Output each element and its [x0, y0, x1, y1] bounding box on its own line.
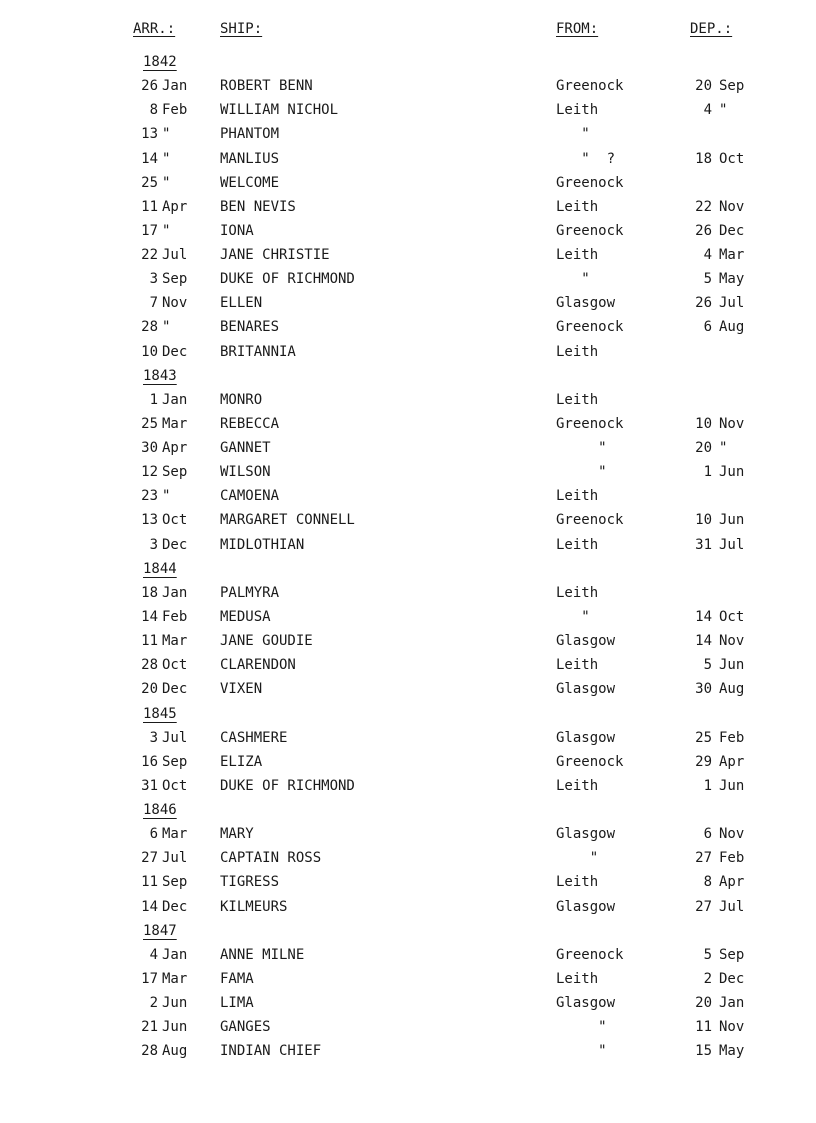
- arrival-day: 25: [141, 175, 158, 191]
- table-row: [0, 752, 816, 772]
- departure-port: " ?: [556, 151, 616, 167]
- ship-name: PALMYRA: [220, 585, 280, 601]
- arrival-day: 17: [141, 223, 158, 239]
- header-from: FROM:: [556, 21, 599, 37]
- departure-day: 27: [695, 899, 712, 915]
- table-row: [0, 897, 816, 917]
- table-row: [0, 969, 816, 989]
- departure-month: May: [719, 271, 745, 287]
- departure-port: ": [556, 126, 590, 142]
- arrival-day: 4: [149, 947, 158, 963]
- departure-month: Aug: [719, 319, 745, 335]
- departure-month: Dec: [719, 971, 745, 987]
- departure-port: Greenock: [556, 754, 624, 770]
- departure-port: Glasgow: [556, 826, 616, 842]
- table-row: [0, 1017, 816, 1037]
- departure-port: ": [556, 609, 590, 625]
- departure-port: Leith: [556, 778, 599, 794]
- arrival-month: Oct: [162, 657, 188, 673]
- departure-port: ": [556, 440, 607, 456]
- arrival-month: Jan: [162, 78, 188, 94]
- departure-day: 14: [695, 609, 712, 625]
- departure-day: 15: [695, 1043, 712, 1059]
- ship-name: PHANTOM: [220, 126, 280, 142]
- departure-month: Feb: [719, 850, 745, 866]
- table-row: [0, 245, 816, 265]
- ship-name: GANGES: [220, 1019, 271, 1035]
- departure-port: Leith: [556, 199, 599, 215]
- arrival-day: 28: [141, 1043, 158, 1059]
- departure-day: 5: [703, 947, 712, 963]
- arrival-day: 14: [141, 151, 158, 167]
- arrival-day: 1: [149, 392, 158, 408]
- arrival-month: Apr: [162, 199, 188, 215]
- departure-month: Aug: [719, 681, 745, 697]
- arrival-day: 7: [149, 295, 158, 311]
- ship-name: VIXEN: [220, 681, 263, 697]
- table-row: [0, 583, 816, 603]
- arrival-month: Nov: [162, 295, 188, 311]
- departure-port: Glasgow: [556, 295, 616, 311]
- arrival-month: Sep: [162, 271, 188, 287]
- arrival-day: 20: [141, 681, 158, 697]
- ship-name: MIDLOTHIAN: [220, 537, 305, 553]
- arrival-month: Mar: [162, 633, 188, 649]
- arrival-day: 12: [141, 464, 158, 480]
- ship-name: DUKE OF RICHMOND: [220, 778, 355, 794]
- departure-month: Sep: [719, 78, 745, 94]
- arrival-month: Oct: [162, 512, 188, 528]
- arrival-day: 14: [141, 609, 158, 625]
- departure-port: Leith: [556, 971, 599, 987]
- departure-port: ": [556, 1043, 607, 1059]
- arrival-day: 18: [141, 585, 158, 601]
- table-row: [0, 824, 816, 844]
- table-row: [0, 149, 816, 169]
- table-row: [0, 655, 816, 675]
- departure-month: Apr: [719, 874, 745, 890]
- departure-month: Nov: [719, 199, 745, 215]
- arrival-month: Sep: [162, 464, 188, 480]
- departure-day: 8: [703, 874, 712, 890]
- ship-name: JANE CHRISTIE: [220, 247, 330, 263]
- ship-name: FAMA: [220, 971, 254, 987]
- departure-port: Glasgow: [556, 899, 616, 915]
- arrival-month: Jul: [162, 730, 188, 746]
- departure-month: Apr: [719, 754, 745, 770]
- arrival-day: 23: [141, 488, 158, 504]
- arrival-month: ": [162, 151, 171, 167]
- departure-port: Greenock: [556, 512, 624, 528]
- ship-name: ELLEN: [220, 295, 263, 311]
- arrival-day: 28: [141, 657, 158, 673]
- ship-name: ANNE MILNE: [220, 947, 305, 963]
- ship-name: MARY: [220, 826, 254, 842]
- departure-port: ": [556, 850, 599, 866]
- ship-name: REBECCA: [220, 416, 280, 432]
- ship-name: BRITANNIA: [220, 344, 296, 360]
- arrival-month: ": [162, 223, 171, 239]
- departure-month: May: [719, 1043, 745, 1059]
- departure-port: Leith: [556, 344, 599, 360]
- table-row: [0, 993, 816, 1013]
- departure-day: 22: [695, 199, 712, 215]
- departure-month: Sep: [719, 947, 745, 963]
- departure-day: 25: [695, 730, 712, 746]
- departure-day: 1: [703, 464, 712, 480]
- arrival-month: Dec: [162, 899, 188, 915]
- ship-name: ROBERT BENN: [220, 78, 313, 94]
- year-heading-row: [0, 366, 816, 386]
- table-row: [0, 317, 816, 337]
- arrival-month: Jan: [162, 392, 188, 408]
- ship-name: BEN NEVIS: [220, 199, 296, 215]
- departure-month: Jan: [719, 995, 745, 1011]
- departure-day: 5: [703, 271, 712, 287]
- arrival-day: 6: [149, 826, 158, 842]
- departure-port: Glasgow: [556, 633, 616, 649]
- arrival-month: Sep: [162, 754, 188, 770]
- arrival-month: Jan: [162, 947, 188, 963]
- departure-month: Mar: [719, 247, 745, 263]
- header-arr: ARR.:: [133, 21, 176, 37]
- year-heading: 1843: [143, 368, 177, 384]
- header-ship: SHIP:: [220, 21, 263, 37]
- departure-port: Greenock: [556, 947, 624, 963]
- table-row: [0, 510, 816, 530]
- ship-name: MARGARET CONNELL: [220, 512, 355, 528]
- arrival-day: 11: [141, 199, 158, 215]
- departure-day: 10: [695, 512, 712, 528]
- departure-port: ": [556, 1019, 607, 1035]
- year-heading: 1842: [143, 54, 177, 70]
- departure-day: 5: [703, 657, 712, 673]
- departure-day: 27: [695, 850, 712, 866]
- year-heading: 1847: [143, 923, 177, 939]
- table-row: [0, 462, 816, 482]
- ship-name: JANE GOUDIE: [220, 633, 313, 649]
- ship-name: ELIZA: [220, 754, 263, 770]
- departure-month: Jun: [719, 464, 745, 480]
- year-heading-row: [0, 704, 816, 724]
- table-row: [0, 269, 816, 289]
- departure-port: ": [556, 271, 590, 287]
- departure-port: ": [556, 464, 607, 480]
- ship-name: WELCOME: [220, 175, 280, 191]
- year-heading: 1845: [143, 706, 177, 722]
- ship-name: MANLIUS: [220, 151, 280, 167]
- table-row: [0, 124, 816, 144]
- arrival-day: 26: [141, 78, 158, 94]
- departure-port: Leith: [556, 392, 599, 408]
- arrival-month: Jun: [162, 1019, 188, 1035]
- departure-month: Nov: [719, 826, 745, 842]
- departure-day: 29: [695, 754, 712, 770]
- ship-name: MEDUSA: [220, 609, 271, 625]
- table-row: [0, 848, 816, 868]
- arrival-day: 13: [141, 512, 158, 528]
- departure-port: Glasgow: [556, 995, 616, 1011]
- departure-port: Greenock: [556, 223, 624, 239]
- table-row: [0, 1041, 816, 1061]
- table-row: [0, 631, 816, 651]
- departure-month: Feb: [719, 730, 745, 746]
- table-row: [0, 486, 816, 506]
- table-row: [0, 197, 816, 217]
- departure-port: Leith: [556, 102, 599, 118]
- year-heading-row: [0, 800, 816, 820]
- departure-port: Leith: [556, 488, 599, 504]
- arrival-month: Jul: [162, 850, 188, 866]
- arrival-day: 11: [141, 633, 158, 649]
- table-row: [0, 221, 816, 241]
- departure-month: Nov: [719, 416, 745, 432]
- arrival-day: 22: [141, 247, 158, 263]
- ship-name: KILMEURS: [220, 899, 288, 915]
- year-heading-row: [0, 52, 816, 72]
- year-heading: 1846: [143, 802, 177, 818]
- departure-day: 20: [695, 78, 712, 94]
- ship-name: INDIAN CHIEF: [220, 1043, 322, 1059]
- table-row: [0, 776, 816, 796]
- departure-port: Greenock: [556, 416, 624, 432]
- arrival-day: 16: [141, 754, 158, 770]
- arrival-month: Aug: [162, 1043, 188, 1059]
- arrival-day: 30: [141, 440, 158, 456]
- arrival-day: 14: [141, 899, 158, 915]
- year-heading-row: [0, 921, 816, 941]
- arrival-day: 3: [149, 271, 158, 287]
- departure-port: Leith: [556, 585, 599, 601]
- table-row: [0, 945, 816, 965]
- departure-month: Jun: [719, 778, 745, 794]
- departure-month: Oct: [719, 609, 745, 625]
- arrival-day: 27: [141, 850, 158, 866]
- departure-day: 1: [703, 778, 712, 794]
- ship-name: LIMA: [220, 995, 254, 1011]
- arrival-month: Dec: [162, 537, 188, 553]
- departure-month: Jul: [719, 899, 745, 915]
- table-row: [0, 438, 816, 458]
- table-row: [0, 293, 816, 313]
- departure-port: Greenock: [556, 319, 624, 335]
- departure-day: 4: [703, 247, 712, 263]
- departure-month: ": [719, 440, 728, 456]
- ship-name: WILSON: [220, 464, 271, 480]
- departure-port: Glasgow: [556, 681, 616, 697]
- departure-day: 10: [695, 416, 712, 432]
- departure-port: Leith: [556, 874, 599, 890]
- arrival-month: Mar: [162, 826, 188, 842]
- departure-day: 14: [695, 633, 712, 649]
- departure-month: ": [719, 102, 728, 118]
- table-row: [0, 390, 816, 410]
- ship-name: DUKE OF RICHMOND: [220, 271, 355, 287]
- departure-day: 18: [695, 151, 712, 167]
- arrival-month: ": [162, 488, 171, 504]
- departure-port: Leith: [556, 657, 599, 673]
- arrival-day: 3: [149, 537, 158, 553]
- arrival-day: 8: [149, 102, 158, 118]
- departure-month: Nov: [719, 1019, 745, 1035]
- arrival-day: 28: [141, 319, 158, 335]
- arrival-month: Feb: [162, 102, 188, 118]
- arrival-day: 13: [141, 126, 158, 142]
- arrival-day: 10: [141, 344, 158, 360]
- departure-port: Leith: [556, 537, 599, 553]
- departure-day: 26: [695, 295, 712, 311]
- departure-month: Oct: [719, 151, 745, 167]
- departure-month: Dec: [719, 223, 745, 239]
- ship-name: BENARES: [220, 319, 280, 335]
- departure-port: Glasgow: [556, 730, 616, 746]
- departure-day: 6: [703, 826, 712, 842]
- arrival-month: Oct: [162, 778, 188, 794]
- departure-port: Leith: [556, 247, 599, 263]
- ship-name: GANNET: [220, 440, 271, 456]
- departure-day: 30: [695, 681, 712, 697]
- arrival-month: Dec: [162, 681, 188, 697]
- year-heading: 1844: [143, 561, 177, 577]
- arrival-month: Dec: [162, 344, 188, 360]
- ship-name: TIGRESS: [220, 874, 280, 890]
- departure-day: 26: [695, 223, 712, 239]
- arrival-day: 17: [141, 971, 158, 987]
- table-row: [0, 414, 816, 434]
- arrival-month: Mar: [162, 416, 188, 432]
- table-row: [0, 872, 816, 892]
- departure-port: Greenock: [556, 175, 624, 191]
- column-header-row: [0, 19, 816, 39]
- ship-name: CAMOENA: [220, 488, 280, 504]
- arrival-day: 11: [141, 874, 158, 890]
- arrival-day: 2: [149, 995, 158, 1011]
- departure-day: 4: [703, 102, 712, 118]
- departure-day: 20: [695, 440, 712, 456]
- table-row: [0, 728, 816, 748]
- table-row: [0, 535, 816, 555]
- arrival-day: 3: [149, 730, 158, 746]
- departure-day: 11: [695, 1019, 712, 1035]
- departure-day: 6: [703, 319, 712, 335]
- arrival-month: Mar: [162, 971, 188, 987]
- arrival-month: Apr: [162, 440, 188, 456]
- departure-month: Jul: [719, 295, 745, 311]
- year-heading-row: [0, 559, 816, 579]
- arrival-month: ": [162, 126, 171, 142]
- arrival-month: Jan: [162, 585, 188, 601]
- table-row: [0, 679, 816, 699]
- departure-month: Nov: [719, 633, 745, 649]
- departure-day: 31: [695, 537, 712, 553]
- departure-month: Jun: [719, 657, 745, 673]
- ship-name: CASHMERE: [220, 730, 288, 746]
- departure-day: 20: [695, 995, 712, 1011]
- header-dep: DEP.:: [690, 21, 733, 37]
- departure-month: Jun: [719, 512, 745, 528]
- arrival-day: 31: [141, 778, 158, 794]
- table-row: [0, 607, 816, 627]
- arrival-day: 21: [141, 1019, 158, 1035]
- ship-name: CLARENDON: [220, 657, 296, 673]
- arrival-month: ": [162, 319, 171, 335]
- arrival-month: Sep: [162, 874, 188, 890]
- ship-name: WILLIAM NICHOL: [220, 102, 339, 118]
- arrival-month: Jul: [162, 247, 188, 263]
- arrival-day: 25: [141, 416, 158, 432]
- departure-month: Jul: [719, 537, 745, 553]
- table-row: [0, 173, 816, 193]
- arrival-month: Jun: [162, 995, 188, 1011]
- arrival-month: Feb: [162, 609, 188, 625]
- arrival-month: ": [162, 175, 171, 191]
- table-row: [0, 76, 816, 96]
- ship-name: IONA: [220, 223, 254, 239]
- ship-name: CAPTAIN ROSS: [220, 850, 322, 866]
- table-row: [0, 342, 816, 362]
- ship-name: MONRO: [220, 392, 263, 408]
- table-row: [0, 100, 816, 120]
- departure-day: 2: [703, 971, 712, 987]
- departure-port: Greenock: [556, 78, 624, 94]
